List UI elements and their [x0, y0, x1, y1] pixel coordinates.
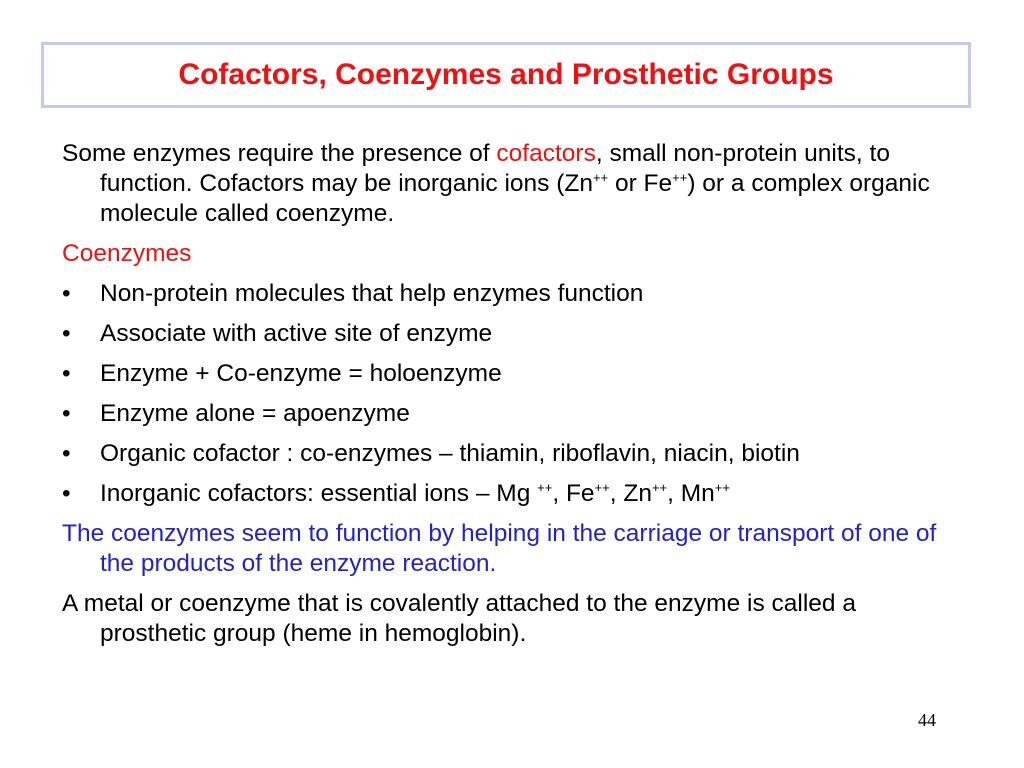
coenzyme-function-paragraph: The coenzymes seem to function by helping in the carriage or transport of one of the products of the enzyme reaction.	[62, 520, 937, 577]
fe-label: , Fe	[552, 480, 595, 507]
bullet-marker: •	[62, 480, 71, 507]
intro-text-end: ) or a complex organic molecule called coenzyme.	[100, 170, 930, 227]
zn-label: , Zn	[609, 480, 652, 507]
bullet-item-inorganic	[62, 479, 967, 509]
cofactors-highlight: cofactors	[496, 140, 596, 167]
slide-title: Cofactors, Coenzymes and Prosthetic Groups	[178, 58, 834, 91]
zn-charge: ++	[592, 170, 609, 185]
bullet-marker: •	[62, 320, 71, 347]
fe-charge: ++	[594, 480, 610, 495]
bullet-text: Enzyme + Co-enzyme = holoenzyme	[100, 360, 502, 387]
bullet-item	[62, 439, 967, 469]
coenzymes-heading: Coenzymes	[62, 240, 192, 267]
mg-charge: ++	[537, 480, 553, 495]
bullet-marker: •	[62, 360, 71, 387]
slide-content	[62, 139, 967, 659]
title-box	[41, 42, 971, 108]
zn-charge: ++	[651, 480, 668, 495]
page-number: 44	[918, 710, 936, 730]
intro-text-mid: , small non-protein units, to function. Cofactors may be inorganic ions (Zn	[100, 140, 890, 197]
bullet-text: Associate with active site of enzyme	[100, 320, 493, 347]
bullet-item	[62, 359, 967, 389]
mn-label: , Mn	[667, 480, 715, 507]
mn-charge: ++	[714, 480, 730, 495]
bullet-item	[62, 319, 967, 349]
bullet-item	[62, 279, 967, 309]
intro-paragraph	[62, 139, 967, 229]
bullet-marker: •	[62, 400, 71, 427]
bullet-marker: •	[62, 280, 71, 307]
prosthetic-group-paragraph: A metal or coenzyme that is covalently attached to the enzyme is called a prosthetic group (heme in hemoglobin).	[62, 590, 856, 647]
bullet-marker: •	[62, 440, 71, 467]
fe-charge: ++	[672, 170, 688, 185]
intro-text-or-fe: or Fe	[608, 170, 673, 197]
coenzyme-bullet-list	[62, 279, 967, 509]
bullet-text: Organic cofactor : co-enzymes – thiamin, riboflavin, niacin, biotin	[100, 440, 800, 467]
inorganic-text: Inorganic cofactors: essential ions – Mg	[100, 480, 538, 507]
bullet-item	[62, 399, 967, 429]
bullet-text: Enzyme alone = apoenzyme	[100, 400, 410, 427]
bullet-text: Non-protein molecules that help enzymes function	[100, 280, 644, 307]
intro-text-start: Some enzymes require the presence of	[62, 140, 497, 167]
